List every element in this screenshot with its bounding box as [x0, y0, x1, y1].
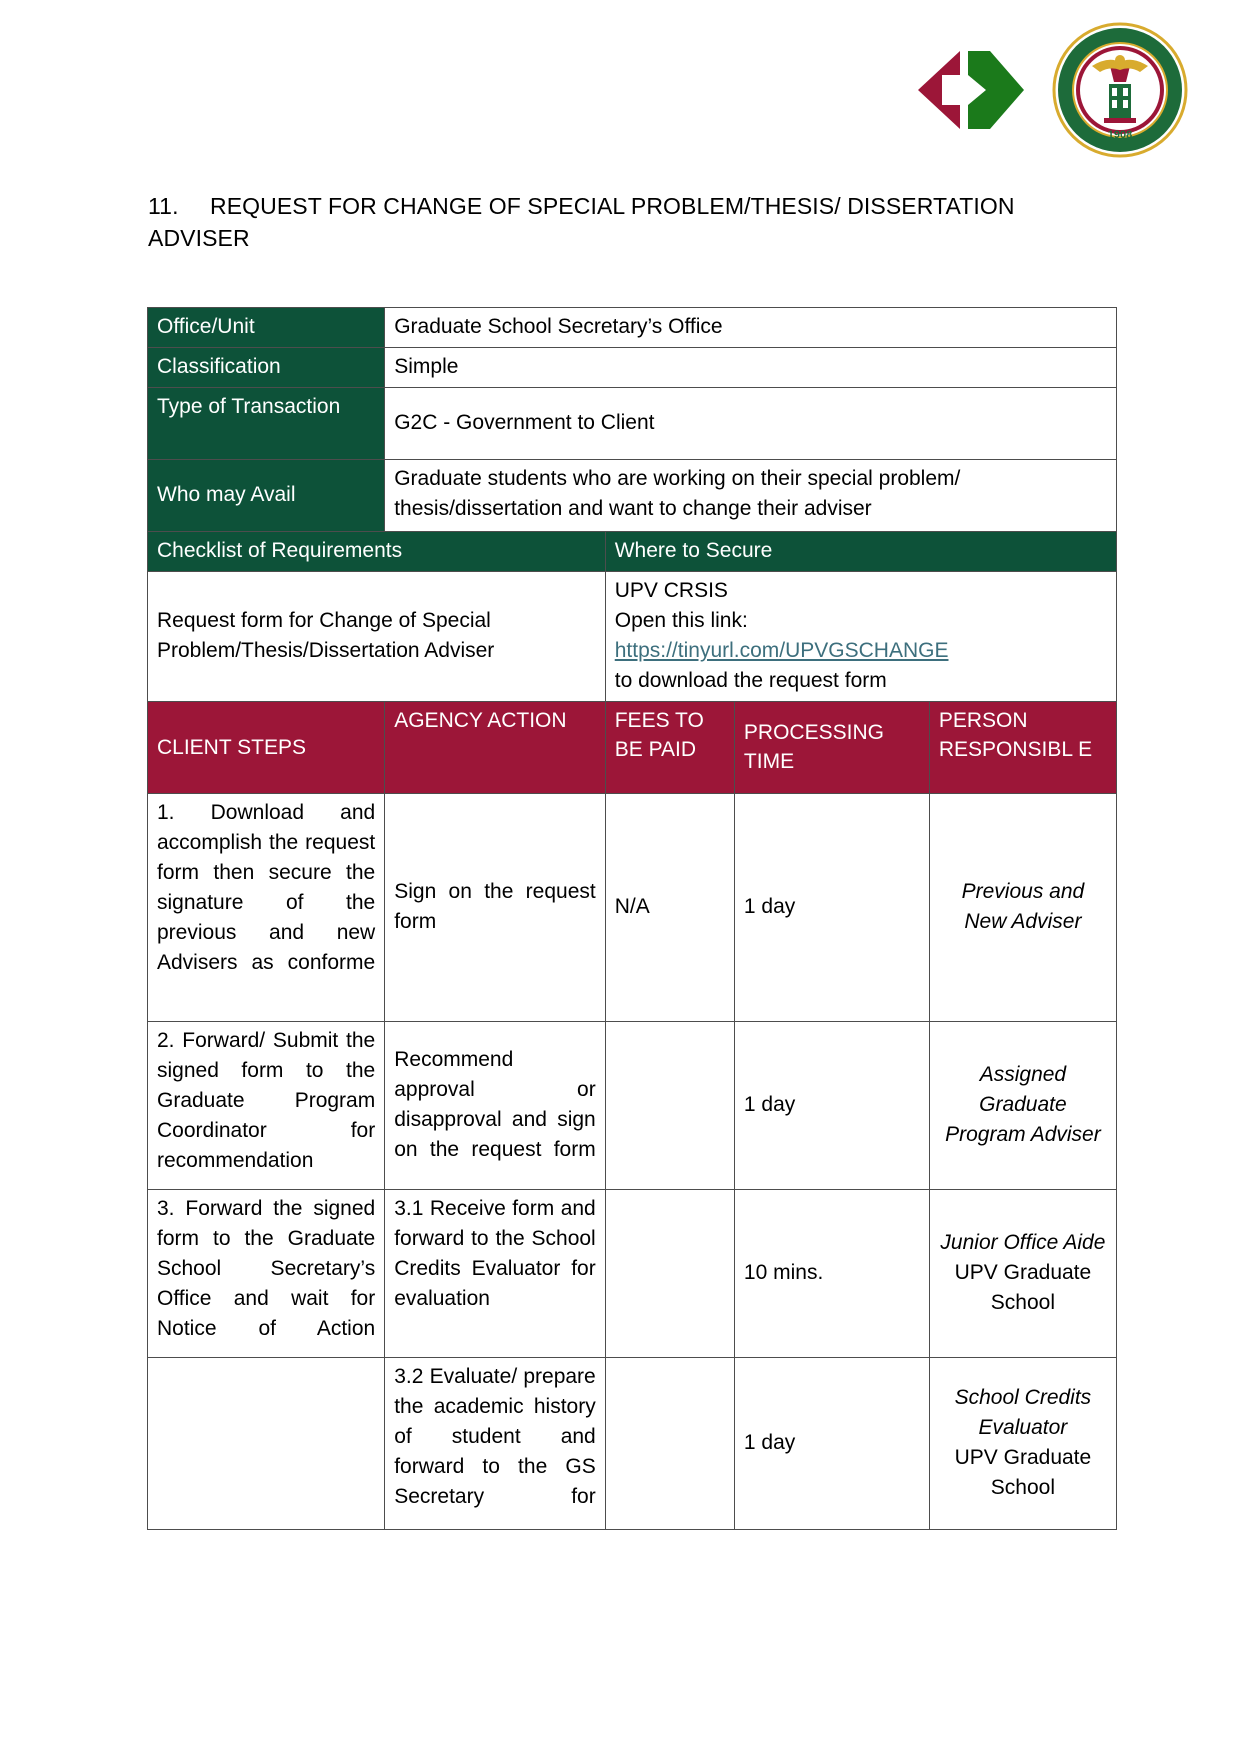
column-header-client-steps: CLIENT STEPS	[148, 702, 385, 794]
cell-person-responsible-1: Previous and New Adviser	[929, 794, 1116, 1022]
column-header-person-responsible: PERSON RESPONSIBL E	[929, 702, 1116, 794]
table-row-checklist-header	[148, 532, 1117, 572]
page-title-number: 11.	[148, 193, 179, 219]
cell-processing-time-4: 1 day	[734, 1358, 929, 1530]
where-to-secure-line-4: to download the request form	[614, 669, 887, 692]
checklist-requirement-text: Request form for Change of Special Problem/Thesis/Dissertation Adviser	[148, 572, 606, 702]
person-responsible-office-3: UPV Graduate School	[954, 1261, 1092, 1314]
value-who-may-avail: Graduate students who are working on their special problem/ thesis/dissertation and want to change their adviser	[385, 460, 1117, 532]
cell-agency-action-1: Sign on the request form	[385, 794, 606, 1022]
cell-processing-time-3: 10 mins.	[734, 1190, 929, 1358]
cell-fees-2	[605, 1022, 734, 1190]
page-title	[148, 190, 1048, 254]
table-row-who-may-avail	[148, 460, 1117, 532]
cell-client-step-2: 2. Forward/ Submit the signed form to the Graduate Program Coordinator for recommendation	[148, 1022, 385, 1190]
header-where-to-secure: Where to Secure	[605, 532, 1116, 572]
page-header	[0, 0, 1240, 175]
cell-person-responsible-3	[929, 1190, 1116, 1358]
table-row	[148, 794, 1117, 1022]
table-row-classification	[148, 348, 1117, 388]
cell-agency-action-2: Recommend approval or disapproval and sign on the request form	[385, 1022, 606, 1190]
person-responsible-office-4: UPV Graduate School	[954, 1446, 1092, 1499]
cell-person-responsible-2: Assigned Graduate Program Adviser	[929, 1022, 1116, 1190]
cell-processing-time-1: 1 day	[734, 794, 929, 1022]
citizens-charter-table	[147, 307, 1117, 1530]
logo-group	[912, 22, 1188, 158]
table-row-checklist-body	[148, 572, 1117, 702]
chevron-left-right-logo-icon	[912, 47, 1030, 133]
label-office-unit: Office/Unit	[148, 308, 385, 348]
header-checklist-of-requirements: Checklist of Requirements	[148, 532, 606, 572]
label-who-may-avail: Who may Avail	[148, 460, 385, 532]
where-to-secure-line-2: Open this link:	[614, 609, 748, 632]
column-header-fees-to-be-paid: FEES TO BE PAID	[605, 702, 734, 794]
cell-client-step-3: 3. Forward the signed form to the Graduate School Secretary’s Office and wait for Notice of Action	[148, 1190, 385, 1358]
cell-person-responsible-4	[929, 1358, 1116, 1530]
table-row	[148, 1190, 1117, 1358]
value-type-of-transaction: G2C - Government to Client	[385, 388, 1117, 460]
cell-client-step-1: 1. Download and accomplish the request form then secure the signature of the previous and new Advisers as conforme	[148, 794, 385, 1022]
table-row-type-of-transaction	[148, 388, 1117, 460]
cell-fees-1: N/A	[605, 794, 734, 1022]
label-classification: Classification	[148, 348, 385, 388]
cell-agency-action-4: 3.2 Evaluate/ prepare the academic history of student and forward to the GS Secretary for	[385, 1358, 606, 1530]
page-title-text: REQUEST FOR CHANGE OF SPECIAL PROBLEM/THESIS/ DISSERTATION ADVISER	[148, 193, 1015, 251]
cell-fees-4	[605, 1358, 734, 1530]
table-row	[148, 1022, 1117, 1190]
person-responsible-role-4: School Credits Evaluator	[954, 1386, 1092, 1439]
value-office-unit: Graduate School Secretary’s Office	[385, 308, 1117, 348]
cell-client-step-4	[148, 1358, 385, 1530]
table-row	[148, 1358, 1117, 1530]
where-to-secure-cell	[605, 572, 1116, 702]
person-responsible-role-3: Junior Office Aide	[940, 1231, 1106, 1254]
table-row-steps-header	[148, 702, 1117, 794]
cell-processing-time-2: 1 day	[734, 1022, 929, 1190]
where-to-secure-line-1: UPV CRSIS	[614, 579, 728, 602]
cell-fees-3	[605, 1190, 734, 1358]
column-header-agency-action: AGENCY ACTION	[385, 702, 606, 794]
value-classification: Simple	[385, 348, 1117, 388]
column-header-processing-time: PROCESSING TIME	[734, 702, 929, 794]
table-row-office-unit	[148, 308, 1117, 348]
request-form-download-link[interactable]: https://tinyurl.com/UPVGSCHANGE	[614, 639, 949, 662]
up-university-seal-icon	[1052, 22, 1188, 158]
seal-year-label: 1908	[1107, 129, 1133, 141]
label-type-of-transaction: Type of Transaction	[148, 388, 385, 460]
cell-agency-action-3: 3.1 Receive form and forward to the School Credits Evaluator for evaluation	[385, 1190, 606, 1358]
